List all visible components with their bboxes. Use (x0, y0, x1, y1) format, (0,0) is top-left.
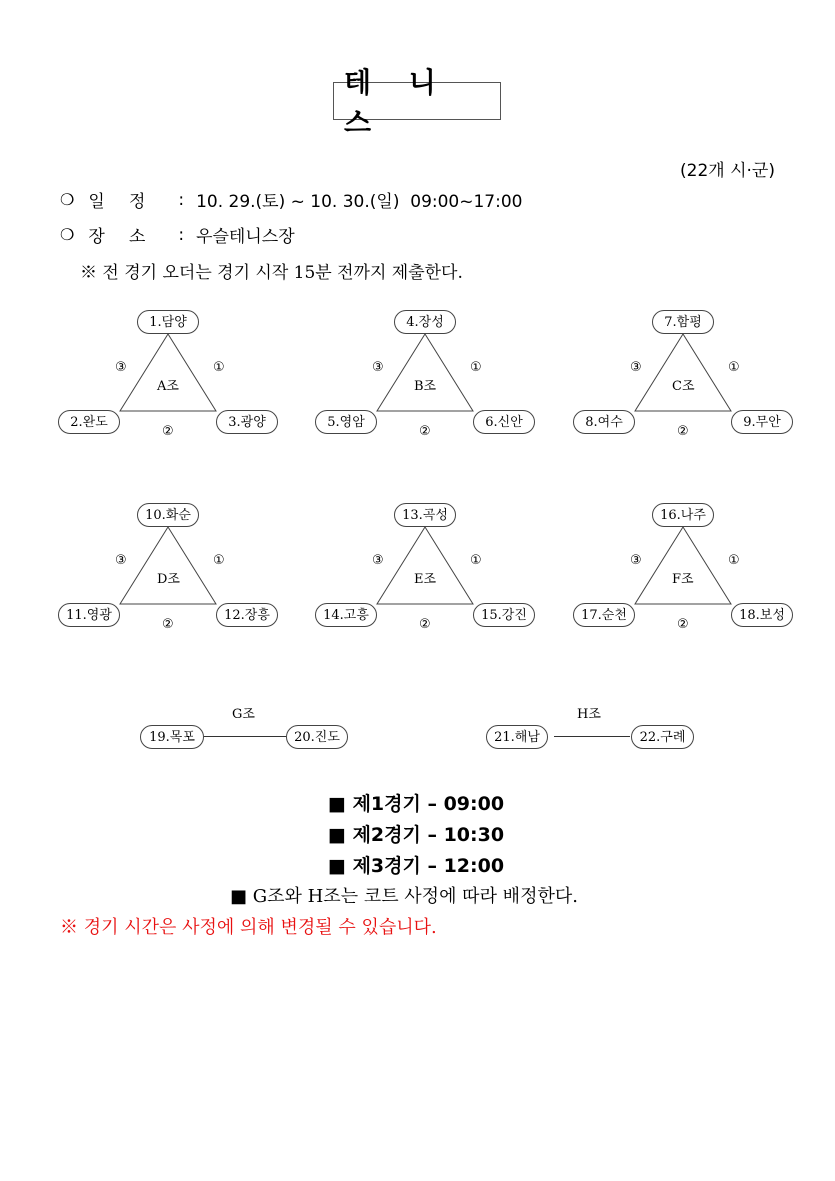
team-top: 4.장성 (394, 310, 456, 334)
group-h-label: H조 (577, 707, 601, 722)
match-1-mark: ① (470, 360, 482, 375)
participant-count: (22개 시·군) (680, 161, 775, 181)
date-row (60, 187, 523, 212)
pair-g-line (204, 736, 286, 737)
date-label: 일 정 (88, 192, 148, 212)
match-2-mark: ② (677, 424, 689, 439)
match-1-mark: ① (213, 553, 225, 568)
triangle-shape (120, 527, 216, 604)
match-3-mark: ③ (372, 553, 384, 568)
group-g-label: G조 (232, 707, 255, 722)
page-title: 테 니 스 (333, 82, 501, 120)
place-label: 장 소 (88, 227, 148, 247)
team-left: 14.고흥 (315, 603, 377, 627)
match-2-mark: ② (162, 424, 174, 439)
square-bullet-icon: ■ (328, 793, 346, 815)
group-name: F조 (672, 572, 694, 587)
schedule-game-1 (328, 789, 504, 816)
team-right: 3.광양 (216, 410, 278, 434)
team-right: 18.보성 (731, 603, 793, 627)
team-right: 6.신안 (473, 410, 535, 434)
place-separator: : (178, 224, 185, 245)
schedule-label: 제2경기 – 10:30 (352, 824, 505, 846)
group-name: B조 (414, 379, 437, 394)
group-triangle (370, 334, 480, 414)
pair-h-line (554, 736, 630, 737)
match-1-mark: ① (213, 360, 225, 375)
triangle-shape (120, 334, 216, 411)
group-triangle (370, 527, 480, 607)
group-name: E조 (414, 572, 437, 587)
team-top: 16.나주 (652, 503, 714, 527)
team-right: 12.장흥 (216, 603, 278, 627)
group-name: D조 (157, 572, 180, 587)
date-value: 10. 29.(토) ~ 10. 30.(일) 09:00~17:00 (196, 192, 523, 212)
team-left: 17.순천 (573, 603, 635, 627)
match-2-mark: ② (162, 617, 174, 632)
order-note: ※ 전 경기 오더는 경기 시작 15분 전까지 제출한다. (80, 263, 463, 283)
group-triangle (628, 527, 738, 607)
triangle-shape (377, 527, 473, 604)
date-separator: : (178, 189, 185, 210)
match-3-mark: ③ (630, 360, 642, 375)
match-3-mark: ③ (372, 360, 384, 375)
team-top: 1.담양 (137, 310, 199, 334)
team-right: 15.강진 (473, 603, 535, 627)
square-bullet-icon: ■ (328, 855, 346, 877)
place-value: 우슬테니스장 (196, 227, 295, 247)
team-left: 8.여수 (573, 410, 635, 434)
schedule-game-3 (328, 851, 504, 878)
team-h-right: 22.구례 (631, 725, 694, 749)
team-left: 5.영암 (315, 410, 377, 434)
team-left: 2.완도 (58, 410, 120, 434)
group-triangle (628, 334, 738, 414)
match-2-mark: ② (419, 617, 431, 632)
place-row (60, 222, 295, 247)
team-right: 9.무안 (731, 410, 793, 434)
match-3-mark: ③ (115, 360, 127, 375)
court-note: ■ G조와 H조는 코트 사정에 따라 배정한다. (230, 886, 578, 907)
team-top: 10.화순 (137, 503, 199, 527)
time-change-warning: ※ 경기 시간은 사정에 의해 변경될 수 있습니다. (60, 917, 437, 938)
team-top: 7.함평 (652, 310, 714, 334)
square-bullet-icon: ■ (328, 824, 346, 846)
match-1-mark: ① (470, 553, 482, 568)
triangle-shape (635, 527, 731, 604)
circle-bullet-icon: ❍ (60, 225, 75, 244)
team-g-right: 20.진도 (286, 725, 348, 749)
match-1-mark: ① (728, 553, 740, 568)
match-2-mark: ② (419, 424, 431, 439)
schedule-game-2 (328, 820, 504, 847)
group-triangle (113, 527, 223, 607)
match-2-mark: ② (677, 617, 689, 632)
triangle-shape (635, 334, 731, 411)
schedule-label: 제3경기 – 12:00 (352, 855, 505, 877)
team-g-left: 19.목포 (140, 725, 204, 749)
triangle-shape (377, 334, 473, 411)
team-h-left: 21.해남 (486, 725, 548, 749)
group-triangle (113, 334, 223, 414)
match-3-mark: ③ (115, 553, 127, 568)
team-top: 13.곡성 (394, 503, 456, 527)
group-name: C조 (672, 379, 695, 394)
match-3-mark: ③ (630, 553, 642, 568)
match-1-mark: ① (728, 360, 740, 375)
circle-bullet-icon: ❍ (60, 190, 75, 209)
team-left: 11.영광 (58, 603, 120, 627)
group-name: A조 (157, 379, 179, 394)
schedule-label: 제1경기 – 09:00 (352, 793, 505, 815)
